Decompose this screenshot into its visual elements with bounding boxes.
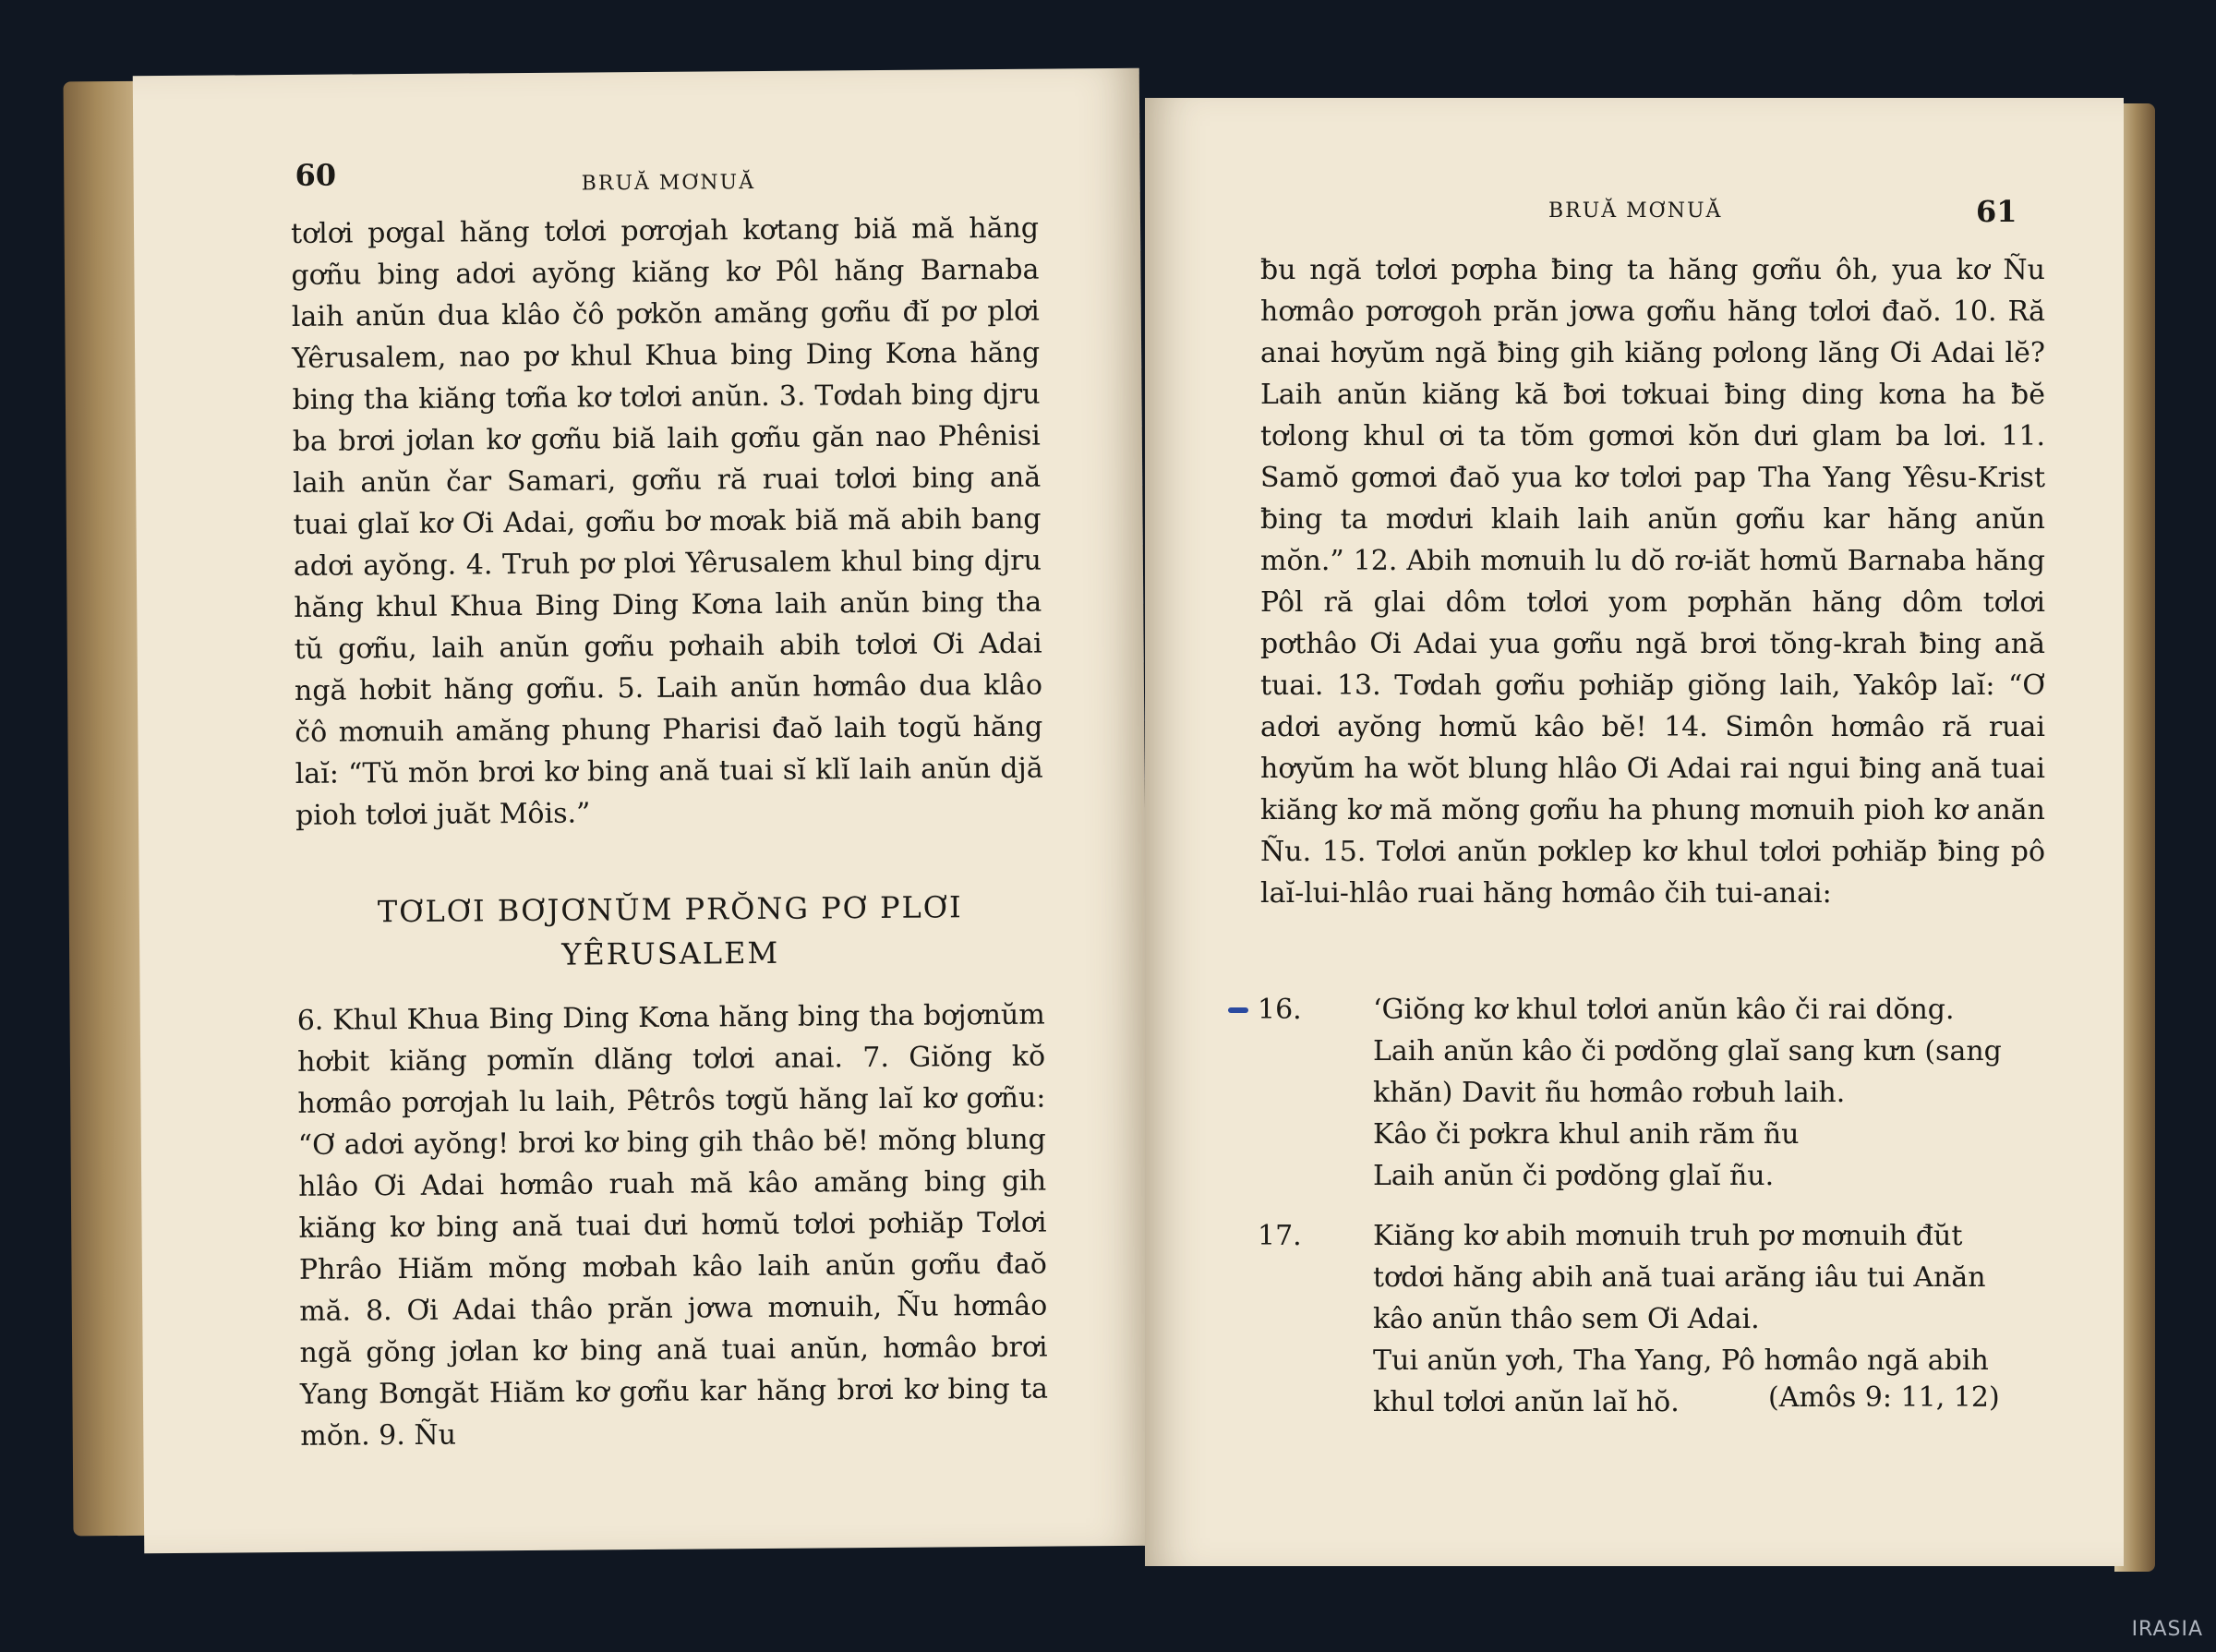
- verse-17-line: Kiăng kơ abih mơnuih truh pơ mơnuih đŭt: [1373, 1220, 1963, 1252]
- verse-17-number: 17.: [1258, 1220, 1302, 1252]
- pen-margin-mark: [1228, 1007, 1248, 1013]
- page-number-left: 60: [295, 157, 337, 193]
- verse-16-lines: [1373, 989, 2002, 1197]
- page-number-right: 61: [1976, 194, 2017, 229]
- left-paragraph-2: 6. Khul Khua Bing Ding Kơna hăng bing tha bơjơnŭm hơbit kiăng pơmĭn dlăng tơlơi anai. 7. Giŏng kŏ hơmâo pơrơjah lu laih, Pêtrôs tơgŭ hăng laĭ kơ gơñu: “Ơ adơi ayŏng! brơi kơ bing gih thâo bĕ! mŏng blung hlâo Ơi Adai hơmâo ruah mă kâo amăng bing gih kiăng kơ bing ană tuai dưi hơmŭ tơlơi pơhiăp Tơlơi Phrâo Hiăm mŏng mơbah kâo laih anŭn gơñu đaŏ mă. 8. Ơi Adai thâo prăn jơwa mơnuih, Ñu hơmâo ngă gŏng jơlan kơ bing ană tuai anŭn, hơmâo brơi Yang Bơngăt Hiăm kơ gơñu kar hăng brơi kơ bing ta mŏn. 9. Ñu: [296, 998, 1049, 1453]
- verse-16-line: Laih anŭn či pơdŏng glaĭ ñu.: [1373, 1160, 1775, 1192]
- verse-16-number: 16.: [1258, 994, 1302, 1026]
- section-heading-line2: YÊRUSALEM: [561, 935, 780, 972]
- verse-17-line: kâo anŭn thâo sem Ơi Adai.: [1373, 1303, 1760, 1335]
- left-page: [133, 68, 1151, 1554]
- running-head-left: BRUĂ MƠNUĂ: [581, 171, 756, 196]
- left-paragraph-1: tơlơi pơgal hăng tơlơi pơrơjah kơtang biă mă hăng gơñu bing adơi ayŏng kiăng kơ Pôl hăng Barnaba laih anŭn dua klâo čô pơkŏn amăng gơñu đĭ pơ plơi Yêrusalem, nao pơ khul Khua bing Ding Kơna hăng bing tha kiăng tơña kơ tơlơi anŭn. 3. Tơdah bing djru ba brơi jơlan kơ gơñu biă laih gơñu găn nao Phênisi laih anŭn čar Samari, gơñu ră ruai tơlơi bing ană tuai glaĭ kơ Ơi Adai, gơñu bơ mơak biă mă abih bang adơi ayŏng. 4. Truh pơ plơi Yêrusalem khul bing djru hăng khul Khua Bing Ding Kơna laih anŭn bing tha tŭ gơñu, laih anŭn gơñu pơhaih abih tơlơi Ơi Adai ngă hơbit hăng gơñu. 5. Laih anŭn hơmâo dua klâo čô mơnuih amăng phung Pharisi đaŏ laih togŭ hăng laĭ: “Tŭ mŏn brơi kơ bing ană tuai sĭ klĭ laih anŭn djă pioh tơlơi juăt Môis.”: [290, 211, 1043, 832]
- verse-16-line: Kâo či pơkra khul anih răm ñu: [1373, 1118, 1800, 1151]
- verse-16-line: Laih anŭn kâo či pơdŏng glaĭ sang kưn (sang: [1373, 1035, 2002, 1067]
- watermark: IRASIA: [2131, 1618, 2203, 1641]
- verse-17-line: khul tơlơi anŭn laĭ hŏ.: [1373, 1386, 1680, 1418]
- running-head-right: BRUĂ MƠNUĂ: [1548, 199, 1723, 223]
- right-page: [1145, 98, 2124, 1566]
- verse-16-line: khăn) Davit ñu hơmâo rơbuh laih.: [1373, 1077, 1846, 1109]
- verse-16: [1258, 989, 2070, 1201]
- right-paragraph: ƀu ngă tơlơi pơpha ƀing ta hăng gơñu ôh, yua kơ Ñu hơmâo pơrơgoh prăn jơwa gơñu hăng tơlơi đaŏ. 10. Ră anai hơyŭm ngă ƀing gih kiăng pơlong lăng Ơi Adai lĕ? Laih anŭn kiăng kă ƀơi tơkuai ƀing ding kơna ha ƀĕ tơlong khul ơi ta tŏm gơmơi kŏn dưi glam ba lơi. 11. Samŏ gơmơi đaŏ yua kơ tơlơi pap Tha Yang Yêsu-Krist ƀing ta mơdưi klaih laih anŭn gơñu kar hăng anŭn mŏn.” 12. Abih mơnuih lu dŏ rơ-iăt hơmŭ Barnaba hăng Pôl ră glai dôm tơlơi yom pơphăn hăng dôm tơlơi pơthâo Ơi Adai yua gơñu ngă brơi tŏng-krah ƀing ană tuai. 13. Tơdah gơñu pơhiăp giŏng laih, Yakôp laĭ: “Ơ adơi ayŏng hơmŭ kâo bĕ! 14. Simôn hơmâo ră ruai hơyŭm ha wŏt blung hlâo Ơi Adai rai ngui ƀing ană tuai kiăng kơ mă mŏng gơñu ha phung mơnuih pioh kơ anăn Ñu. 15. Tơlơi anŭn pơklep kơ khul tơlơi pơhiăp ƀing pô laĭ-lui-hlâo ruai hăng hơmâo čih tui-anai:: [1260, 254, 2045, 910]
- verse-17-line: Tui anŭn yơh, Tha Yang, Pô hơmâo ngă abih: [1373, 1345, 1989, 1377]
- verse-17-line: tơdơi hăng abih ană tuai arăng iâu tui Anăn: [1373, 1261, 1986, 1294]
- scripture-citation: (Amôs 9: 11, 12): [1768, 1381, 2000, 1414]
- section-heading: [296, 885, 1045, 979]
- section-heading-line1: TƠLƠI BƠJƠNŬM PRŎNG PƠ PLƠI: [377, 889, 963, 930]
- verse-16-line: ‘Giŏng kơ khul tơlơi anŭn kâo či rai dŏng.: [1373, 994, 1955, 1026]
